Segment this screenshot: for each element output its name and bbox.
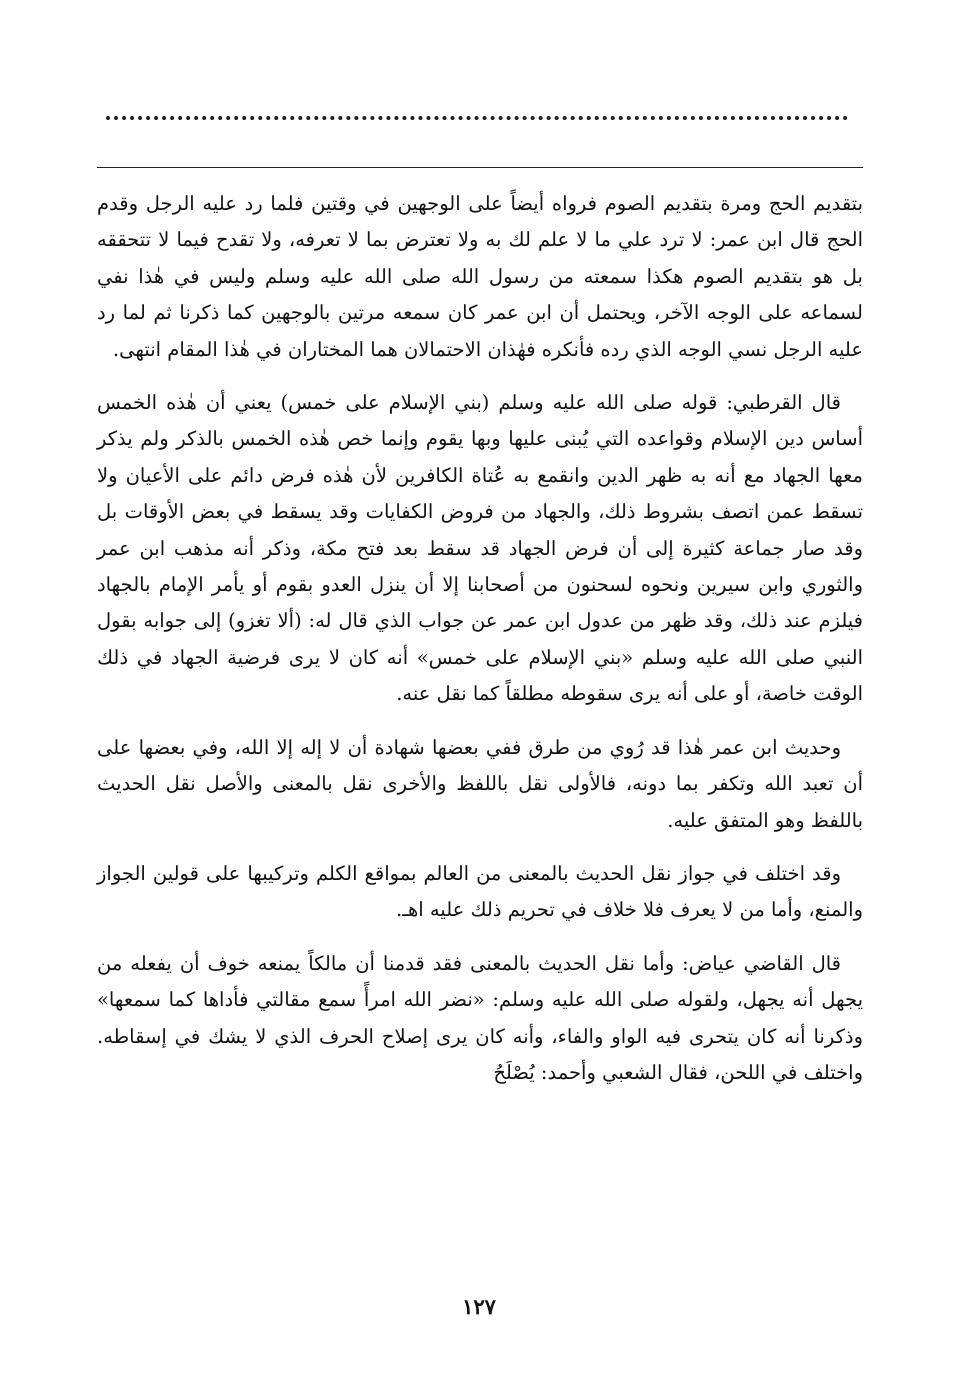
- paragraph-2: قال القرطبي: قوله صلى الله عليه وسلم (بني الإسلام على خمس) يعني أن هٰذه الخمس أساس دين الإسلام وقواعده التي يُبنى عليها وبها يقوم وإنما خص هٰذه الخمس بالذكر ولم يذكر معها الجهاد مع أنه به ظهر الدين وانقمع به عُتاة الكافرين لأن هٰذه فرض دائم على الأعيان ولا تسقط عمن اتصف بشروط ذلك، والجهاد من فروض الكفايات وقد يسقط في بعض الأوقات بل وقد صار جماعة كثيرة إلى أن فرض الجهاد قد سقط بعد فتح مكة، وذكر أنه مذهب ابن عمر والثوري وابن سيرين ونحوه لسحنون من أصحابنا إلا أن ينزل العدو بقوم أو يأمر الإمام بالجهاد فيلزم عند ذلك، وقد ظهر من عدول ابن عمر عن جواب الذي قال له: (ألا تغزو) إلى جوابه بقول النبي صلى الله عليه وسلم «بني الإسلام على خمس» أنه كان لا يرى فرضية الجهاد في ذلك الوقت خاصة، أو على أنه يرى سقوطه مطلقاً كما نقل عنه.: [97, 391, 863, 706]
- paragraph-1: بتقديم الحج ومرة بتقديم الصوم فرواه أيضاً على الوجهين في وقتين فلما رد عليه الرجل وقدم الحج قال ابن عمر: لا ترد علي ما لا علم لك به ولا تعترض بما لا تعرفه، ولا تقدح فيما لا تتحققه بل هو بتقديم الصوم هكذا سمعته من رسول الله صلى الله عليه وسلم وليس في هٰذا نفي لسماعه على الوجه الآخر، ويحتمل أن ابن عمر كان سمعه مرتين بالوجهين كما ذكرنا ثم لما رد عليه الرجل نسي الوجه الذي رده فأنكره فهٰذان الاحتمالان هما المختاران في هٰذا المقام انتهى.: [97, 192, 863, 361]
- header-dotted-rule: [106, 116, 848, 120]
- header-solid-rule: [97, 167, 863, 168]
- paragraph-4: وقد اختلف في جواز نقل الحديث بالمعنى من العالم بمواقع الكلم وتركيبها على قولين الجواز والمنع، وأما من لا يعرف فلا خلاف في تحريم ذلك عليه اهـ.: [97, 861, 863, 922]
- body-text: [97, 186, 863, 1108]
- paragraph-5: قال القاضي عياض: وأما نقل الحديث بالمعنى فقد قدمنا أن مالكاً يمنعه خوف أن يفعله من يجهل أنه يجهل، ولقوله صلى الله عليه وسلم: «نضر الله امرأً سمع مقالتي فأداها كما سمعها» وذكرنا أنه كان يتحرى فيه الواو والفاء، وأنه كان يرى إصلاح الحرف الذي لا يشك في إسقاطه. واختلف في اللحن، فقال الشعبي وأحمد: يُصْلَحُ: [97, 951, 863, 1084]
- page-number: ١٢٧: [462, 1294, 496, 1319]
- paragraph-3: وحديث ابن عمر هٰذا قد رُوي من طرق ففي بعضها شهادة أن لا إله إلا الله، وفي بعضها على أن تعبد الله وتكفر بما دونه، فالأولى نقل باللفظ والأخرى نقل بالمعنى والأصل نقل الحديث باللفظ وهو المتفق عليه.: [97, 735, 863, 832]
